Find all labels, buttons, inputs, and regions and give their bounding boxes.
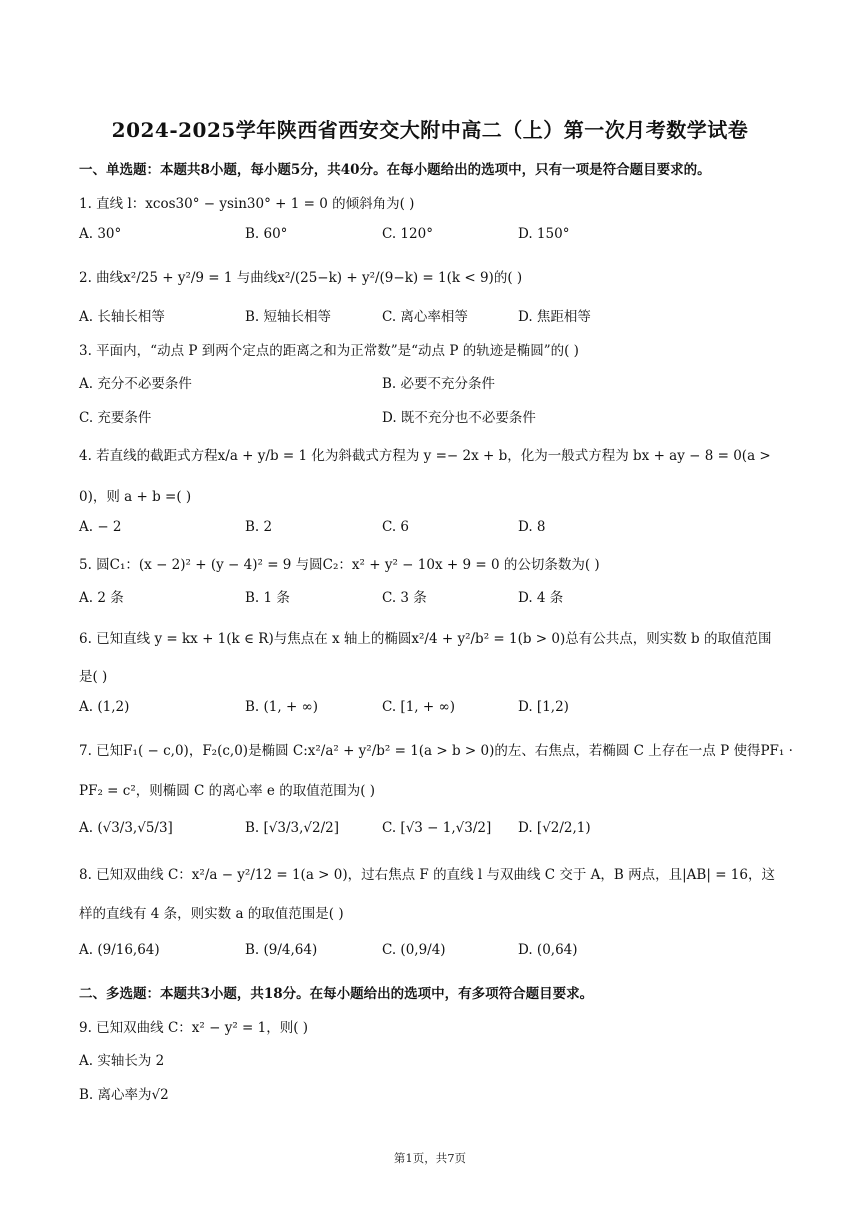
q5-option-b: B. 1 条 — [245, 590, 290, 606]
q7-option-a: A. (√3/3,√5/3] — [79, 820, 173, 836]
q1-option-a: A. 30° — [79, 226, 122, 242]
question-3-stem: 3. 平面内，“动点 P 到两个定点的距离之和为正常数”是“动点 P 的轨迹是椭圆”的( ) — [79, 343, 579, 359]
q6-option-c: C. [1, + ∞) — [382, 699, 455, 715]
question-9-stem: 9. 已知双曲线 C：x² − y² = 1，则( ) — [79, 1020, 309, 1036]
q9-option-a: A. 实轴长为 2 — [79, 1053, 165, 1069]
q5-option-c: C. 3 条 — [382, 590, 427, 606]
q7-option-b: B. [√3/3,√2/2] — [245, 820, 339, 836]
q5-option-a: A. 2 条 — [79, 590, 124, 606]
section-2-heading: 二、多选题：本题共3小题，共18分。在每小题给出的选项中，有多项符合题目要求。 — [79, 986, 594, 1002]
q6-option-d: D. [1,2) — [518, 699, 569, 715]
page-title: 2024-2025学年陕西省西安交大附中高二（上）第一次月考数学试卷 — [111, 118, 749, 142]
q2-option-b: B. 短轴长相等 — [245, 309, 332, 325]
question-4-stem-line1: 4. 若直线的截距式方程x/a + y/b = 1 化为斜截式方程为 y =− 2x + b，化为一般式方程为 bx + ay − 8 = 0(a > — [79, 448, 771, 464]
question-6-stem-line1: 6. 已知直线 y = kx + 1(k ∈ R)与焦点在 x 轴上的椭圆x²/4 + y²/b² = 1(b > 0)总有公共点，则实数 b 的取值范围 — [79, 631, 772, 647]
q5-option-d: D. 4 条 — [518, 590, 564, 606]
question-7-stem-line2: PF₂ = c²，则椭圆 C 的离心率 e 的取值范围为( ) — [79, 783, 376, 799]
q1-option-d: D. 150° — [518, 226, 570, 242]
q4-option-c: C. 6 — [382, 519, 410, 535]
q7-option-c: C. [√3 − 1,√3/2] — [382, 820, 492, 836]
q7-option-d: D. [√2/2,1) — [518, 820, 591, 836]
question-8-stem-line2: 样的直线有 4 条，则实数 a 的取值范围是( ) — [79, 906, 344, 922]
q9-option-b: B. 离心率为√2 — [79, 1087, 169, 1103]
q3-option-b: B. 必要不充分条件 — [382, 376, 496, 392]
page-footer: 第1页，共7页 — [393, 1151, 467, 1165]
q4-option-a: A. − 2 — [79, 519, 122, 535]
question-6-stem-line2: 是( ) — [79, 669, 108, 685]
question-1-stem: 1. 直线 l：xcos30° − ysin30° + 1 = 0 的倾斜角为( ) — [79, 196, 415, 212]
q1-option-c: C. 120° — [382, 226, 433, 242]
q4-option-d: D. 8 — [518, 519, 546, 535]
section-1-heading: 一、单选题：本题共8小题，每小题5分，共40分。在每小题给出的选项中，只有一项是符合题目要求的。 — [79, 162, 711, 178]
q8-option-d: D. (0,64) — [518, 942, 578, 958]
q6-option-b: B. (1, + ∞) — [245, 699, 319, 715]
q3-option-c: C. 充要条件 — [79, 410, 152, 426]
question-2-stem: 2. 曲线x²/25 + y²/9 = 1 与曲线x²/(25−k) + y²/(9−k) = 1(k < 9)的( ) — [79, 270, 523, 286]
question-7-stem-line1: 7. 已知F₁( − c,0)，F₂(c,0)是椭圆 C:x²/a² + y²/b² = 1(a > b > 0)的左、右焦点，若椭圆 C 上存在一点 P 使得PF₁ · — [79, 743, 793, 759]
q8-option-a: A. (9/16,64) — [79, 942, 160, 958]
question-5-stem: 5. 圆C₁：(x − 2)² + (y − 4)² = 9 与圆C₂：x² + y² − 10x + 9 = 0 的公切条数为( ) — [79, 557, 600, 573]
q1-option-b: B. 60° — [245, 226, 288, 242]
q2-option-d: D. 焦距相等 — [518, 309, 591, 325]
question-4-stem-line2: 0)，则 a + b =( ) — [79, 489, 192, 505]
q8-option-c: C. (0,9/4) — [382, 942, 446, 958]
q2-option-c: C. 离心率相等 — [382, 309, 468, 325]
q2-option-a: A. 长轴长相等 — [79, 309, 165, 325]
q8-option-b: B. (9/4,64) — [245, 942, 318, 958]
q6-option-a: A. (1,2) — [79, 699, 130, 715]
q3-option-d: D. 既不充分也不必要条件 — [382, 410, 536, 426]
q3-option-a: A. 充分不必要条件 — [79, 376, 192, 392]
question-8-stem-line1: 8. 已知双曲线 C：x²/a − y²/12 = 1(a > 0)，过右焦点 F 的直线 l 与双曲线 C 交于 A，B 两点，且|AB| = 16，这 — [79, 867, 775, 883]
q4-option-b: B. 2 — [245, 519, 273, 535]
